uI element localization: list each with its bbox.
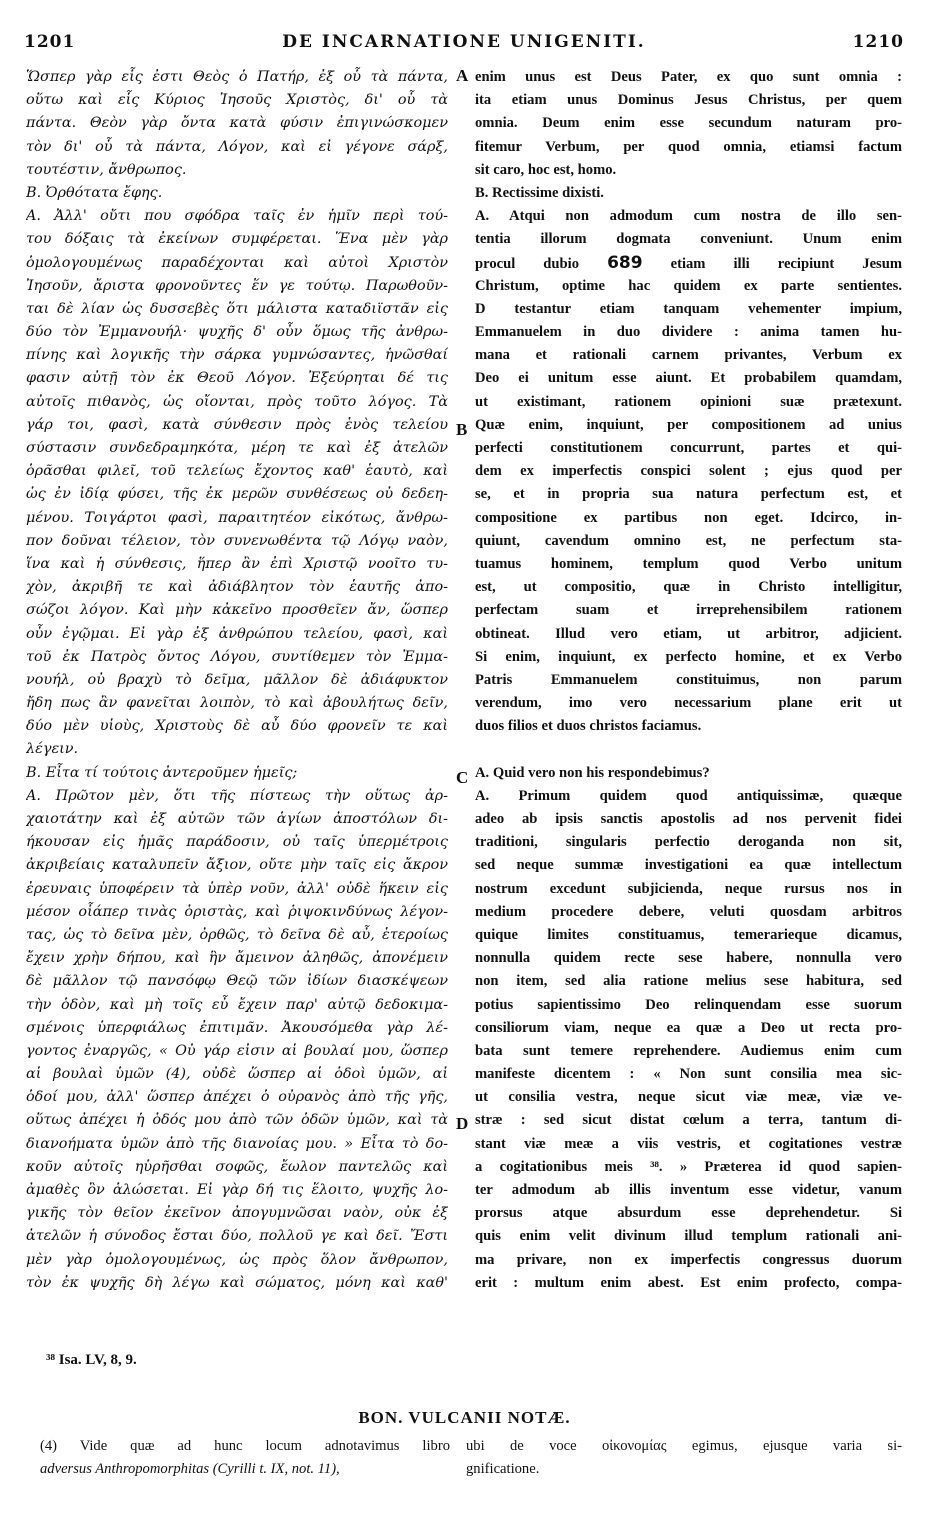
running-header [24, 32, 904, 58]
text-line: ὁρᾶσθαι φιλεῖ, τοῦ τελείως ἔχοντος καθ' ἑαυτὸ, καὶ [26, 463, 448, 480]
text-line: Patris Emmanuelem constituimus, non parum [475, 671, 902, 688]
text-line: πον δοῦναι τέλειον, τὸν συνενωθέντα τῷ Λόγῳ ναὸν, [26, 532, 448, 549]
text-line: ut existimant, rationem opinioni suæ prætexunt. [475, 393, 902, 410]
note-line: ubi de voce οἰκονομίας egimus, ejusque varia si- [466, 1438, 902, 1454]
text-line: οὕτω καὶ εἷς Κύριος Ἰησοῦς Χριστὸς, δι' οὗ τὰ [26, 92, 448, 109]
text-line: Ἰησοῦν, ἄριστα φρονοῦντες ἕν γε τούτῳ. Παρωθοῦν- [26, 277, 448, 294]
scripture-footnote: ³⁸ Isa. LV, 8, 9. [46, 1352, 137, 1368]
text-line: nostrum excedunt subjicienda, neque rursus nos in [475, 880, 902, 897]
text-line: ἀκριβείαις καταλυπεῖν ἄξιον, οὔτε μὴν ταῖς εἰς ἄκρον [26, 857, 448, 874]
text-line: perfecti constitutionem concurrunt, partes et qui- [475, 440, 902, 456]
text-line: ter admodum ab illis inventum esse videtur, vanum [475, 1182, 902, 1198]
text-line: σμένοις ὑπερφιάλως ἐπιτιμᾶν. Ἀκουσόμεθα γὰρ λέ- [26, 1019, 448, 1036]
text-line: Deo ei unitum esse aiunt. Et probabilem quamdam, [475, 370, 902, 387]
text-line: οὖν ἐγῷμαι. Εἰ γὰρ ἐξ ἀνθρώπου τελείου, φασὶ, καὶ [26, 625, 448, 642]
text-line: τας, ὡς τὸ δεῖνα μὲν, ὀρθῶς, τὸ δεῖνα δὲ αὖ, ἑτεροίως [26, 926, 448, 943]
text-line: τὴν ὁδὸν, καὶ μὴ τοῖς εὖ ἔχειν παρ' αὐτῷ δεδοκιμα- [26, 996, 448, 1013]
text-line: γικῆς τὸν θεῖον ἐκεῖνον ἀπογυμνῶσαι ναὸν, οὐκ ἐξ [26, 1205, 448, 1222]
text-line: bata sunt temere reprehendere. Audiemus enim cum [475, 1042, 902, 1059]
text-line: δὲ μᾶλλον τῷ πανσόφῳ Θεῷ τῶν ἰδίων διασκέψεων [26, 973, 448, 990]
notes-right-column [466, 1436, 902, 1482]
text-line: potius sapientissimo Deo relinquendam esse suorum [475, 996, 902, 1013]
text-line: duos filios et duos christos faciamus. [475, 718, 702, 735]
text-line: A. Atqui non admodum cum nostra de illo sen- [475, 208, 902, 225]
text-line: Α. Ἀλλ' οὔτι που σφόδρα ταῖς ἐν ἡμῖν περὶ τού- [26, 208, 448, 225]
text-line: νουήλ, οὐ βραχὺ τὸ δεῖμα, μᾶλλον δὲ ἀδιάφυκτον [26, 671, 448, 688]
text-line: perfectam suam et irreprehensibilem rationem [475, 602, 902, 619]
section-marker-d: D [456, 1114, 469, 1133]
notes-left-column [40, 1436, 450, 1482]
text-line: nonnulla quidem recte sese habere, nonnulla vero [475, 950, 902, 967]
latin-text-column [475, 66, 902, 1295]
text-line: manifeste dicentem : « Non sunt consilia mea sic- [475, 1066, 902, 1083]
text-line: quique limites constituamus, temerarieque dicamus, [475, 926, 902, 943]
text-line: ἐρευναις ὑποφέρειν τὰ ὑπὲρ νοῦν, ἀλλ' οὐδὲ ἥκειν εἰς [26, 880, 448, 897]
running-title: DE INCARNATIONE UNIGENITI. [282, 32, 646, 52]
text-line: prorsus atque absurdum esse deprehendetur. Si [475, 1205, 902, 1222]
text-line: ὡς ἐν ἰδίᾳ φύσει, τῆς ἐκ μερῶν συνθέσεως οὐ δεδεη- [26, 486, 448, 503]
text-line: est, ut compositio, quæ in Christo intelligitur, [475, 579, 902, 596]
text-line: Si enim, inquiunt, ex perfecto homine, et ex Verbo [475, 648, 902, 665]
text-line [475, 738, 902, 761]
text-line: traditioni, singularis perfectio deroganda non sit, [475, 834, 902, 851]
text-line: του δόξαις τὰ ἐκείνων συμφέρεται. Ἕνα μὲν γὰρ [26, 231, 448, 248]
text-line: ἀμαθὲς ὂν ἁλώσεται. Εἰ γὰρ δή τις ἕλοιτο, ψυχῆς λο- [26, 1182, 448, 1198]
text-line: κοῦν αὐτοῖς ηὑρῆσθαι σοφῶς, ἔωλον παντελῶς καὶ [26, 1158, 448, 1175]
text-line: ἀτελῶν ἡ σύνοδος ἔσται δύο, πολλοῦ γε καὶ δεῖ. Ἔστι [26, 1228, 448, 1245]
text-line: Ὥσπερ γὰρ εἷς ἐστι Θεὸς ὁ Πατήρ, ἐξ οὗ τὰ πάντα, [26, 69, 448, 85]
text-line: μέσον οἷάπερ τινὰς ὁριστὰς, καὶ ῥιψοκινδύνως λέγον- [26, 903, 448, 920]
text-line: dem ex imperfectis conspici solent ; ejus quod per [475, 463, 902, 480]
text-line: Emmanuelem in duo dividere : anima tamen hu- [475, 324, 902, 341]
text-line: ma privare, non ex imperfectis congressus duorum [475, 1251, 902, 1268]
text-line: ἔχειν χρὴν δήπου, καὶ ἣν ἄμεινον ἀληθῶς, ἀπονέμειν [26, 950, 448, 967]
text-line: ται δὲ λίαν ὡς δυσσεβὲς ὅτι μάλιστα καταδιϊστᾶν εἰς [26, 300, 448, 317]
text-line: tuamus hominem, templum quod Verbo unitum [475, 555, 902, 572]
text-line: non item, sed alia ratione melius sese habitura, sed [475, 973, 902, 990]
section-marker-c: C [456, 768, 469, 787]
text-line: χὸν, ἀκριβῆ τε καὶ ἀδιάβλητον τὸν ἑαυτῆς ἀπο- [26, 579, 448, 596]
text-line: ήκουσαν εἰς ἡμᾶς παράδοσιν, οὐ ταῖς ὑπερμέτροις [26, 834, 448, 851]
text-line: γάρ τοι, φασὶ, κατὰ σύνθεσιν πρὸς ἑνὸς τελείου [26, 416, 448, 433]
text-line: enim unus est Deus Pater, ex quo sunt omnia : [475, 69, 902, 85]
text-line: B. Rectissime dixisti. [475, 184, 604, 201]
text-line: μὲν γὰρ ὁμολογουμένως, ὡς πρὸς ὅλον ἄνθρωπον, [26, 1251, 448, 1268]
page-number-left: 1201 [24, 32, 76, 52]
text-line: λέγειν. [26, 741, 79, 758]
text-line: δύο μὲν υἱοὺς, Χριστοὺς δὲ αὖ δύο φρονεῖν τε καὶ [26, 718, 448, 735]
text-line: τοῦ ἐκ Πατρὸς ὄντος Λόγου, συντίθεμεν τὸν Ἐμμα- [26, 648, 448, 665]
text-line: se, et in propria sua natura perfectum est, et [475, 486, 902, 503]
text-line: medium procedere debere, veluti quosdam arbitros [475, 903, 902, 920]
text-line: ὁμολογουμένως παραδέχονται καὶ αὐτοὶ Χριστὸν [26, 254, 448, 271]
text-line: consiliorum viam, neque ea quæ a Deo ut recta pro- [475, 1019, 902, 1036]
text-line: ita etiam unus Dominus Jesus Christus, per quem [475, 92, 902, 109]
text-line: αὐτοῖς πιθανὸς, ὡς οἴονται, πρὸς τοῦτο λόγος. Τὰ [26, 393, 448, 410]
text-line: οὕτως ἀπέχει ἡ ὁδός μου ἀπὸ τῶν ὁδῶν ὑμῶν, καὶ τὰ [26, 1112, 448, 1129]
text-line: fitemur Verbum, per quod omnia, etiamsi factum [475, 138, 902, 155]
text-line: τουτέστιν, ἄνθρωπος. [26, 161, 187, 178]
text-line: adeo ab ipsis sanctis apostolis ad nos pervenit fidei [475, 811, 902, 827]
text-line: Β. Ὀρθότατα ἔφης. [26, 184, 163, 201]
text-line-with-column-number [475, 252, 902, 275]
text-line: ἵνα καὶ ἡ σύνθεσις, ἥπερ ἂν ἐπὶ Χριστῷ νοοῖτο τυ- [26, 555, 448, 572]
text-fragment: procul dubio [475, 255, 580, 272]
text-line: a cogitationibus meis ³⁸. » Præterea id quod sapien- [475, 1158, 902, 1175]
text-line: διανοήματα ὑμῶν ἀπὸ τῆς διανοίας μου. » Εἶτα τὸ δο- [26, 1135, 448, 1152]
text-line: φασιν αὐτῇ τὸν ἐκ Θεοῦ Λόγον. Ἐξεύρηται δέ τις [26, 370, 448, 387]
section-marker-b: B [456, 420, 468, 439]
text-line: stræ : sed sicut distat cœlum a terra, tantum di- [475, 1112, 902, 1129]
text-line: quis enim velit divinum illud templum rationali ani- [475, 1228, 902, 1245]
text-line: πάντα. Θεὸν γὰρ ὄντα κατὰ φύσιν ἐπιγινώσκομεν [26, 115, 448, 132]
text-line: σώζοι λόγον. Καὶ μὴν κἀκεῖνο προσθεῖεν ἄν, ὥσπερ [26, 602, 448, 619]
text-line: quiunt, cavendum omnino est, ne perfectum sta- [475, 532, 902, 549]
section-marker-a: A [456, 66, 469, 85]
text-line: A. Quid vero non his respondebimus? [475, 764, 710, 781]
text-line: mana et rationali carnem privantes, Verbum ex [475, 347, 902, 364]
note-line: (4) Vide quæ ad hunc locum adnotavimus libro [40, 1438, 450, 1454]
text-line: σύστασιν συνδεδραμηκότα, μέρη τε καὶ ἐξ ἀτελῶν [26, 440, 448, 456]
text-line: μένου. Τοιγάρτοι φασὶ, παραιτητέον εἰκότως, ἄνθρω- [26, 509, 448, 526]
text-line: ὁδοί μου, ἀλλ' ὥσπερ ἀπέχει ὁ οὐρανὸς ἀπὸ τῆς γῆς, [26, 1089, 448, 1106]
text-line: D testantur etiam tanquam vehementer impium, [475, 300, 902, 317]
text-line: stant viæ meæ a viis vestris, et cogitationes vestræ [475, 1135, 902, 1152]
text-line: tentia illorum dogmata conveniunt. Unum enim [475, 231, 902, 248]
text-line: Christum, optime hac quidem ex parte sentientes. [475, 277, 902, 294]
note-line: gnificatione. [466, 1461, 540, 1478]
text-line: Α. Πρῶτον μὲν, ὅτι τῆς πίστεως τὴν οὕτως ἀρ- [26, 787, 448, 804]
text-fragment: etiam illi recipiunt Jesum [670, 255, 902, 272]
text-line: χαιοτάτην καὶ ἐξ αὐτῶν τῶν ἁγίων ἀποστόλων δι- [26, 811, 448, 827]
text-line: αἱ βουλαὶ ὑμῶν (4), οὐδὲ ὥσπερ αἱ ὁδοὶ ὑμῶν, αἱ [26, 1066, 448, 1083]
text-line: τὸν ἐκ ψυχῆς δὴ λέγω καὶ σώματος, μόνη καὶ καθ' [26, 1274, 448, 1291]
text-line: Β. Εἶτα τί τούτοις ἀντεροῦμεν ἡμεῖς; [26, 764, 298, 781]
text-line: τὸν δι' οὗ τὰ πάντα, Λόγον, καὶ εἰ γέγονε σάρξ, [26, 138, 448, 155]
text-line: ut consilia vestra, neque sicut viæ meæ, viæ ve- [475, 1089, 902, 1106]
notes-title: BON. VULCANII NOTÆ. [358, 1408, 571, 1427]
text-line: πίνης καὶ λογικῆς τὴν σάρκα γυμνώσαντες, ἡνῶσθαί [26, 347, 448, 364]
text-line: omnia. Deum enim esse secundum naturam pro- [475, 115, 902, 132]
text-line: verendum, imo vero necessarium plane erit ut [475, 695, 902, 712]
text-line: compositione ex partibus non eget. Idcirco, in- [475, 509, 902, 526]
text-line: erit : multum enim abest. Est enim profecto, compa- [475, 1274, 902, 1291]
text-line: Quæ enim, inquiunt, per compositionem ad unius [475, 416, 902, 433]
text-line: ἤδη πως ἂν φανεῖται λοιπὸν, τὸ καὶ ἀβουλήτως δεῖν, [26, 695, 448, 712]
page-number-right: 1210 [852, 32, 904, 52]
text-line: A. Primum quidem quod antiquissimæ, quæque [475, 787, 902, 804]
text-line: obtineat. Illud vero etiam, ut arbitror, adjicient. [475, 625, 902, 642]
text-line: γοντος ἐναργῶς, « Οὐ γάρ εἰσιν αἱ βουλαί μου, ὥσπερ [26, 1042, 448, 1059]
note-line: adversus Anthropomorphitas (Cyrilli t. IX, not. 11), [40, 1461, 340, 1478]
text-line: sit caro, hoc est, homo. [475, 161, 617, 178]
column-number: 689 [607, 252, 643, 273]
text-line: δύο τὸν Ἐμμανουήλ· ψυχῆς δ' οὖν ὅμως τῆς ἀνθρω- [26, 324, 448, 341]
text-line: sed neque summæ investigationi ea quæ intellectum [475, 857, 902, 874]
greek-text-column [26, 66, 448, 1295]
